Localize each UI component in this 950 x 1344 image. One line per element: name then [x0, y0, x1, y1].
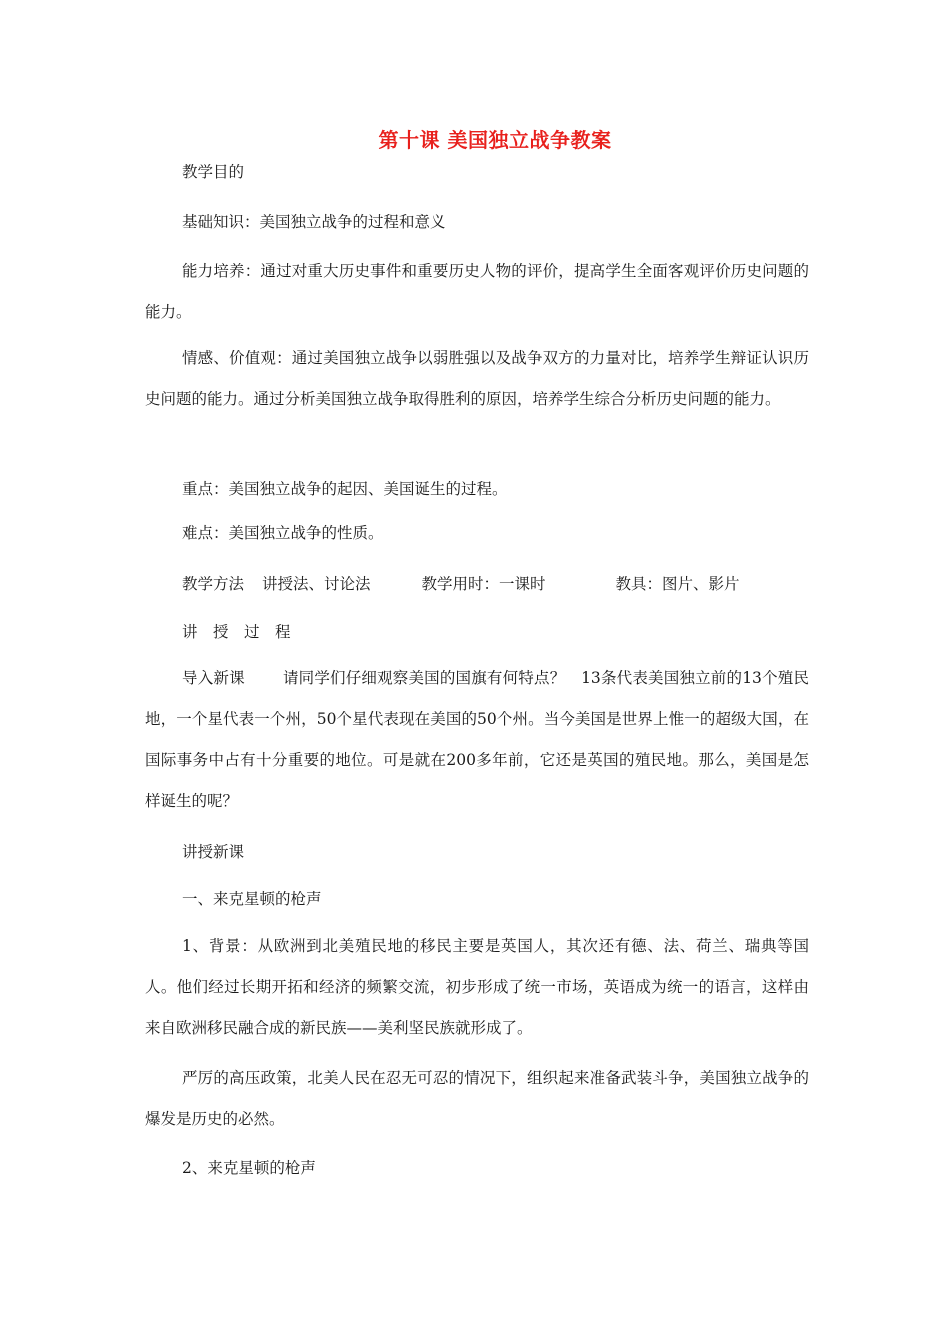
intro-paragraph: [145, 658, 809, 822]
objectives-heading: 教学目的: [182, 163, 245, 181]
tools-label: 教具：图片、影片: [615, 575, 740, 593]
process-heading: 讲 授 过 程: [182, 623, 291, 641]
method-value: 讲授法、讨论法: [262, 575, 371, 593]
policy-paragraph: 严厉的高压政策，北美人民在忍无可忍的情况下，组织起来准备武装斗争，美国独立战争的爆发是历史的必然。: [145, 1069, 809, 1128]
method-label: 教学方法: [182, 575, 245, 593]
ability-paragraph: 能力培养：通过对重大历史事件和重要历史人物的评价，提高学生全面客观评价历史问题的能力。: [145, 262, 809, 321]
intro-text: 请同学们仔细观察美国的国旗有何特点？ 13条代表美国独立前的13个殖民地，一个星代表一个州，50个星代表现在美国的50个州。当今美国是世界上惟一的超级大国，在国际事务中占有十分重要的地位。可是就在200多年前，它还是英国的殖民地。那么，美国是怎样诞生的呢？: [145, 669, 809, 810]
difficulty: 难点：美国独立战争的性质。: [182, 524, 384, 542]
background-paragraph: 1、背景：从欧洲到北美殖民地的移民主要是英国人，其次还有德、法、荷兰、瑞典等国人。他们经过长期开拓和经济的频繁交流，初步形成了统一市场，英语成为统一的语言，这样由来自欧洲移民融合成的新民族——美利坚民族就形成了。: [145, 937, 809, 1037]
lesson-title: 第十课 美国独立战争教案: [378, 128, 612, 152]
key-point: 重点：美国独立战争的起因、美国诞生的过程。: [182, 480, 508, 498]
teaching-method-row: [182, 573, 740, 595]
basic-knowledge: 基础知识：美国独立战争的过程和意义: [182, 213, 446, 231]
emotion-paragraph: 情感、价值观：通过美国独立战争以弱胜强以及战争双方的力量对比，培养学生辩证认识历史问题的能力。通过分析美国独立战争取得胜利的原因，培养学生综合分析历史问题的能力。: [145, 349, 809, 408]
new-lesson-heading: 讲授新课: [182, 843, 245, 861]
time-label: 教学用时：一课时: [421, 575, 546, 593]
section1-heading: 一、来克星顿的枪声: [182, 890, 322, 908]
subsection2-heading: 2、来克星顿的枪声: [182, 1159, 316, 1177]
intro-label: 导入新课: [182, 669, 245, 687]
